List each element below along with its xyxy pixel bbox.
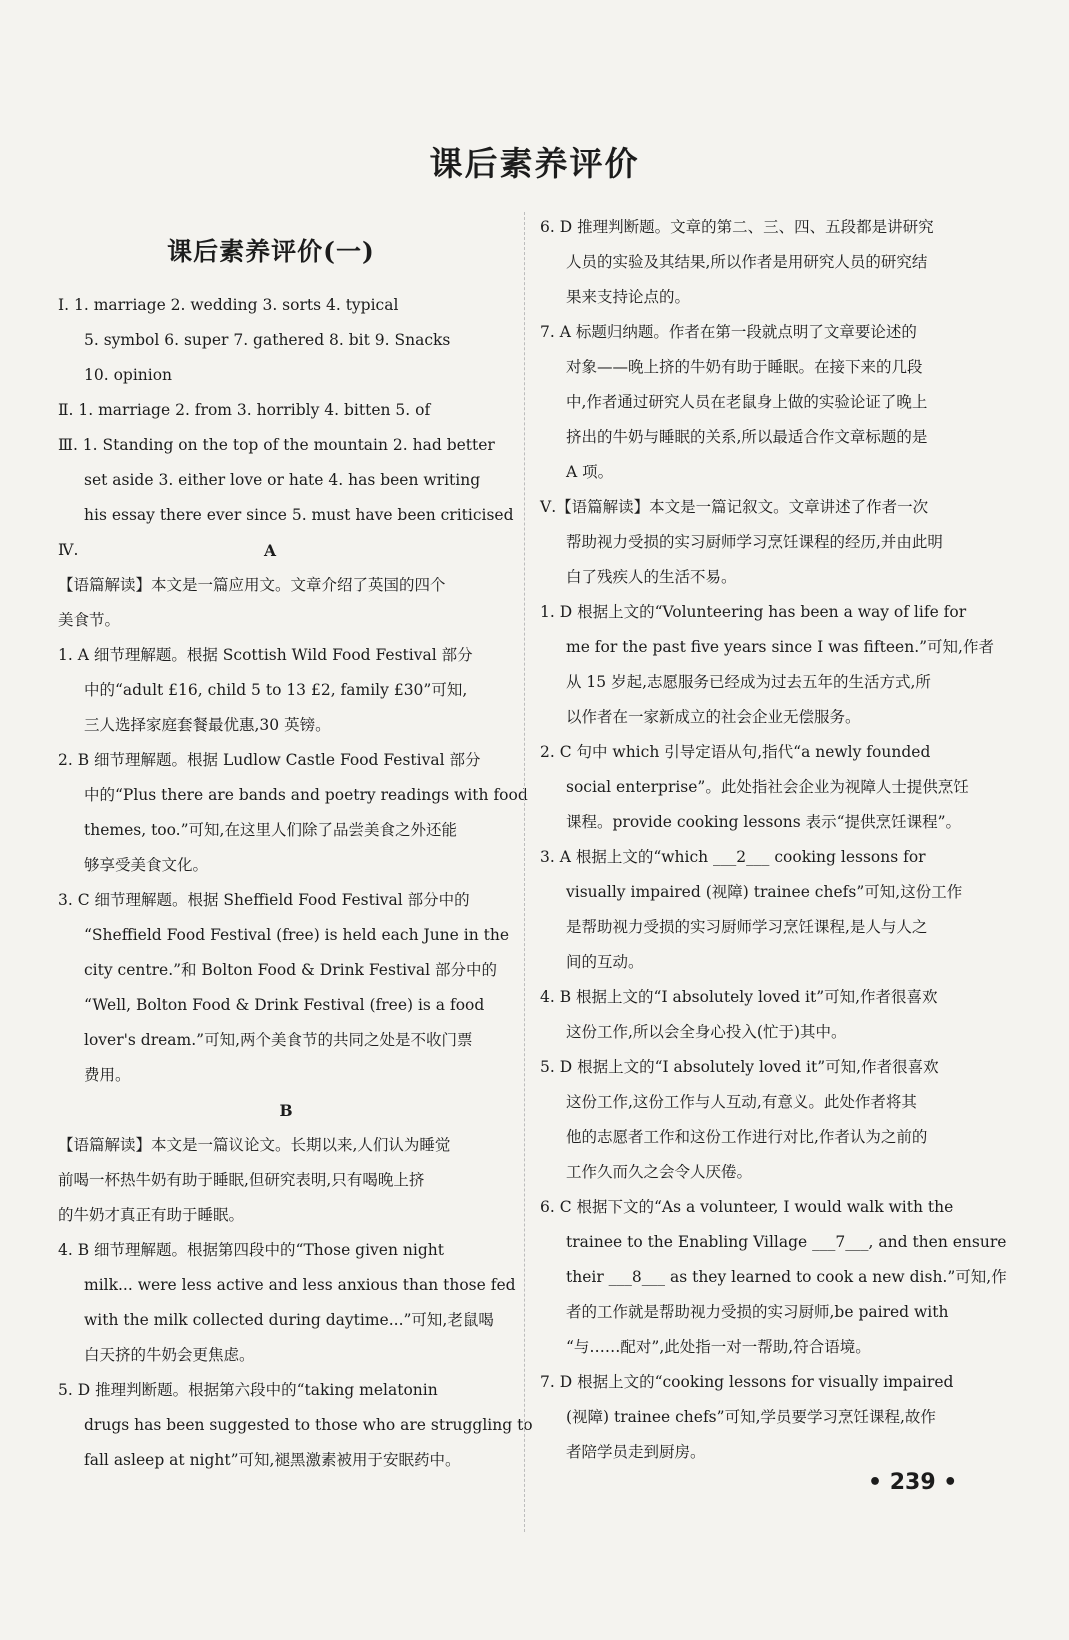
passage-analysis: 美食节。 [58,611,121,629]
answer-line: 工作久而久之会令人厌倦。 [566,1163,753,1181]
answer-line: Ⅱ. 1. marriage 2. from 3. horribly 4. bitten 5. of [58,401,431,419]
answer-line: 从 15 岁起,志愿服务已经成为过去五年的生活方式,所 [566,673,931,691]
answer-line: 以作者在一家新成立的社会企业无偿服务。 [566,708,861,726]
answer-line: 5. symbol 6. super 7. gathered 8. bit 9. Snacks [84,331,451,349]
answer-line: 者陪学员走到厨房。 [566,1443,706,1461]
answer-line: “与……配对”,此处指一对一帮助,符合语境。 [566,1338,871,1356]
right-column [540,210,1007,1470]
column-divider [524,212,525,1532]
answer-line: set aside 3. either love or hate 4. has been writing [84,471,481,489]
answer-line: 5. D 根据上文的“I absolutely loved it”可知,作者很喜欢 [540,1058,939,1076]
answer-line: 三人选择家庭套餐最优惠,30 英镑。 [84,716,331,734]
answer-line: 3. C 细节理解题。根据 Sheffield Food Festival 部分中的 [58,891,470,909]
answer-line: 费用。 [84,1066,131,1084]
answer-line: 课程。provide cooking lessons 表示“提供烹饪课程”。 [566,813,962,831]
answer-line: city centre.”和 Bolton Food & Drink Festival 部分中的 [84,961,497,979]
answer-line: 挤出的牛奶与睡眠的关系,所以最适合作文章标题的是 [566,428,928,446]
answer-line: 1. A 细节理解题。根据 Scottish Wild Food Festival 部分 [58,646,473,664]
answer-line: with the milk collected during daytime...”可知,老鼠喝 [84,1311,494,1329]
passage-analysis: 帮助视力受损的实习厨师学习烹饪课程的经历,并由此明 [566,533,943,551]
answer-line: 中的“adult £16, child 5 to 13 £2, family £30”可知, [84,681,468,699]
answer-line: 7. D 根据上文的“cooking lessons for visually impaired [540,1373,954,1391]
answer-line: 中的“Plus there are bands and poetry readings with food [84,786,528,804]
passage-analysis: 【语篇解读】本文是一篇议论文。长期以来,人们认为睡觉 [58,1136,451,1154]
answer-line: 4. B 细节理解题。根据第四段中的“Those given night [58,1241,444,1259]
answer-line: drugs has been suggested to those who are struggling to [84,1416,533,1434]
answer-line: 4. B 根据上文的“I absolutely loved it”可知,作者很喜欢 [540,988,938,1006]
passage-analysis: 白了残疾人的生活不易。 [566,568,737,586]
answer-line: 是帮助视力受损的实习厨师学习烹饪课程,是人与人之 [566,918,928,936]
answer-line: milk... were less active and less anxious than those fed [84,1276,516,1294]
section-b-label: B [279,1101,293,1120]
section-a-label: A [264,541,277,560]
answer-line: 2. B 细节理解题。根据 Ludlow Castle Food Festival 部分 [58,751,481,769]
answer-line: (视障) trainee chefs”可知,学员要学习烹饪课程,故作 [566,1408,936,1426]
answer-line: Ⅰ. 1. marriage 2. wedding 3. sorts 4. typical [58,296,399,314]
passage-analysis: 前喝一杯热牛奶有助于睡眠,但研究表明,只有喝晚上挤 [58,1171,425,1189]
answer-line: 这份工作,这份工作与人互动,有意义。此处作者将其 [566,1093,917,1111]
answer-line: trainee to the Enabling Village ___7___, and then ensure [566,1233,1007,1251]
answer-line: 6. C 根据下文的“As a volunteer, I would walk with the [540,1198,954,1216]
answer-line: 5. D 推理判断题。根据第六段中的“taking melatonin [58,1381,438,1399]
answer-line: Ⅲ. 1. Standing on the top of the mountain 2. had better [58,436,495,454]
section-title: 课后素养评价(一) [167,237,375,266]
answer-line: his essay there ever since 5. must have been criticised [84,506,514,524]
answer-line: 这份工作,所以会全身心投入(忙于)其中。 [566,1023,847,1041]
answer-line: fall asleep at night”可知,褪黑激素被用于安眠药中。 [84,1451,461,1469]
answer-line: 人员的实验及其结果,所以作者是用研究人员的研究结 [566,253,928,271]
answer-line: lover's dream.”可知,两个美食节的共同之处是不收门票 [84,1031,473,1049]
passage-analysis: Ⅴ.【语篇解读】本文是一篇记叙文。文章讲述了作者一次 [540,498,929,516]
answer-line: 间的互动。 [566,953,644,971]
answer-line: 他的志愿者工作和这份工作进行对比,作者认为之前的 [566,1128,928,1146]
roman-four-label: Ⅳ. [58,541,79,559]
answer-line: 2. C 句中 which 引导定语从句,指代“a newly founded [540,743,931,761]
answer-line: 者的工作就是帮助视力受损的实习厨师,be paired with [566,1303,949,1321]
page-number: • 239 • [868,1470,958,1495]
answer-line: visually impaired (视障) trainee chefs”可知,这份工作 [566,883,963,901]
page-title: 课后素养评价 [429,144,640,183]
answer-line: themes, too.”可知,在这里人们除了品尝美食之外还能 [84,821,457,839]
answer-line: 6. D 推理判断题。文章的第二、三、四、五段都是讲研究 [540,218,934,236]
roman-four-row [58,533,514,568]
answer-line: A 项。 [566,463,614,481]
left-column [58,210,533,1478]
answer-line: 中,作者通过研究人员在老鼠身上做的实验论证了晚上 [566,393,928,411]
passage-analysis: 【语篇解读】本文是一篇应用文。文章介绍了英国的四个 [58,576,446,594]
answer-line: “Sheffield Food Festival (free) is held each June in the [84,926,510,944]
answer-line: 3. A 根据上文的“which ___2___ cooking lessons for [540,848,926,866]
answer-line: social enterprise”。此处指社会企业为视障人士提供烹饪 [566,778,969,796]
answer-line: “Well, Bolton Food & Drink Festival (free) is a food [84,996,485,1014]
answer-line: 果来支持论点的。 [566,288,691,306]
answer-line: me for the past five years since I was fifteen.”可知,作者 [566,638,994,656]
passage-analysis: 的牛奶才真正有助于睡眠。 [58,1206,245,1224]
answer-line: 白天挤的牛奶会更焦虑。 [84,1346,255,1364]
answer-line: 10. opinion [84,366,173,384]
answer-line: 够享受美食文化。 [84,856,209,874]
answer-line: their ___8___ as they learned to cook a new dish.”可知,作 [566,1268,1007,1286]
answer-line: 对象——晚上挤的牛奶有助于睡眠。在接下来的几段 [566,358,923,376]
answer-line: 1. D 根据上文的“Volunteering has been a way of life for [540,603,967,621]
answer-line: 7. A 标题归纳题。作者在第一段就点明了文章要论述的 [540,323,917,341]
